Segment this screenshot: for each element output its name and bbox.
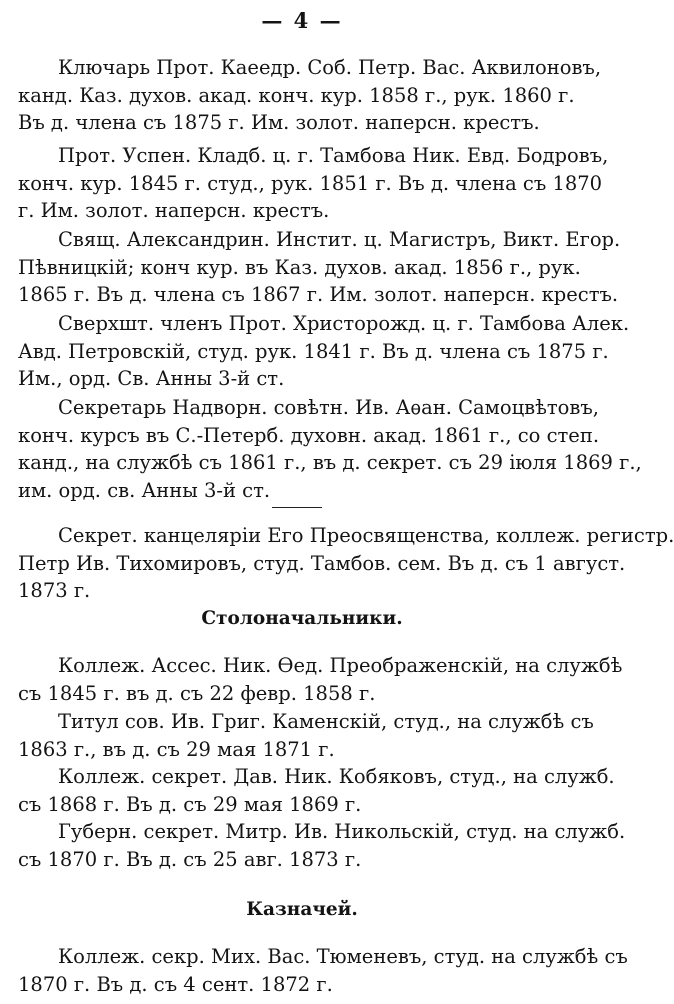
entry-line: 1863 г., въ д. съ 29 мая 1871 г. <box>18 737 335 761</box>
entry-line: канд., на службѣ съ 1861 г., въ д. секрет. съ 29 іюля 1869 г., <box>18 451 642 474</box>
entry-line: канд. Каз. духов. акад. конч. кур. 1858 г., рук. 1860 г. <box>18 83 575 107</box>
entry-kliuchar <box>0 54 604 137</box>
entry-tikhomirov <box>0 522 674 605</box>
entry-line: Им., орд. Св. Анны 3-й ст. <box>18 367 285 390</box>
entry-line: Коллеж. Ассес. Ник. Ѳед. Преображенскій, на службѣ <box>58 654 623 677</box>
entry-line: 1873 г. <box>18 579 91 602</box>
entry-line: Коллеж. секр. Мих. Вас. Тюменевъ, студ. на службѣ съ <box>58 945 628 968</box>
entry-kamensky <box>0 708 604 763</box>
entry-line: конч. кур. 1845 г. студ., рук. 1851 г. Въ д. члена съ 1870 <box>18 171 603 195</box>
entry-line: съ 1870 г. Въ д. съ 25 авг. 1873 г. <box>18 847 362 871</box>
entry-line: конч. курсъ въ С.-Петерб. духовн. акад. 1861 г., со степ. <box>18 423 600 447</box>
entry-tyumenev <box>0 943 628 998</box>
page-number: — 4 — <box>261 8 343 33</box>
entry-line: Секретарь Надворн. совѣтн. Ив. Аѳан. Самоцвѣтовъ, <box>58 396 599 419</box>
entry-bodrov <box>0 142 609 225</box>
entry-line: Ключарь Прот. Каеедр. Соб. Петр. Вас. Аквилоновъ, <box>58 56 602 79</box>
entry-line: Петр Ив. Тихомировъ, студ. Тамбов. сем. Въ д. съ 1 август. <box>18 551 626 575</box>
section-heading-treasurer: Казначей. <box>246 899 358 920</box>
section-heading-clerks: Столоначальники. <box>201 608 403 629</box>
entry-line: Свящ. Александрин. Инстит. ц. Магистръ, Викт. Егор. <box>58 228 621 251</box>
entry-line: Секрет. канцеляріи Его Преосвященства, коллеж. регистр. <box>58 524 674 547</box>
entry-preobrazhensky <box>0 652 623 707</box>
entry-line: съ 1868 г. Въ д. съ 29 мая 1869 г. <box>18 792 362 816</box>
entry-samotsvetov <box>0 394 642 504</box>
entry-line: Сверхшт. членъ Прот. Христорожд. ц. г. Тамбова Алек. <box>58 312 630 335</box>
entry-line: Прот. Успен. Кладб. ц. г. Тамбова Ник. Евд. Бодровъ, <box>58 144 609 167</box>
entry-line: 1870 г. Въ д. съ 4 сент. 1872 г. <box>18 972 333 996</box>
entry-pevnitsky <box>0 226 621 309</box>
entry-line: Титул сов. Ив. Григ. Каменскій, студ., на службѣ съ <box>58 710 594 733</box>
entry-kobyakov <box>0 763 615 818</box>
entry-line: Въ д. члена съ 1875 г. Им. золот. наперсн. крестъ. <box>18 111 540 134</box>
entry-line: Авд. Петровскій, студ. рук. 1841 г. Въ д. члена съ 1875 г. <box>18 339 609 363</box>
entry-nikolsky <box>0 818 626 873</box>
entry-petrovsky <box>0 310 630 393</box>
entry-line: съ 1845 г. въ д. съ 22 февр. 1858 г. <box>18 681 376 705</box>
entry-line: Пѣвницкій; конч кур. въ Каз. духов. акад. 1856 г., рук. <box>18 255 581 279</box>
entry-line: Губерн. секрет. Митр. Ив. Никольскій, студ. на служб. <box>58 820 626 843</box>
entry-line: 1865 г. Въ д. члена съ 1867 г. Им. золот. наперсн. крестъ. <box>18 283 619 306</box>
divider <box>272 507 322 508</box>
entry-line: Коллеж. секрет. Дав. Ник. Кобяковъ, студ., на служб. <box>58 765 615 788</box>
entry-line: им. орд. св. Анны 3-й ст. <box>18 478 271 502</box>
entry-line: г. Им. золот. наперсн. крестъ. <box>18 199 330 222</box>
